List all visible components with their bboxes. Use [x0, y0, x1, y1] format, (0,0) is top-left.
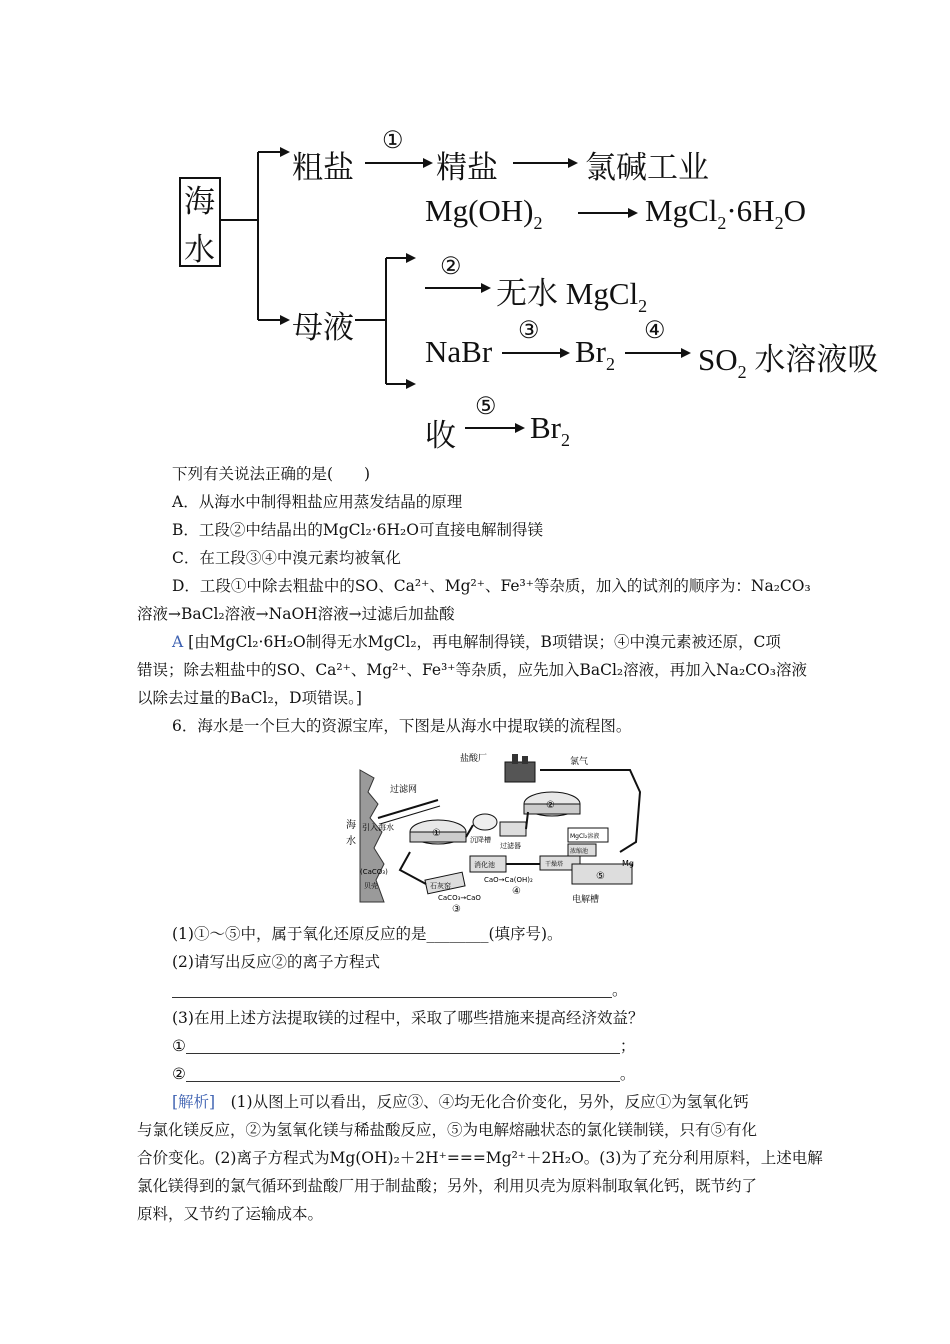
- q5-option-c: C．在工段③④中溴元素均被氧化: [172, 549, 401, 567]
- mgoh2-label: $Mg(OH)_2$: [425, 193, 543, 233]
- settling-label: 沉降槽: [470, 836, 491, 844]
- q5-option-d-line1: D．工段①中除去粗盐中的SO、Ca²⁺、Mg²⁺、Fe³⁺等杂质，加入的试剂的顺序为：Na₂CO₃: [172, 577, 811, 595]
- settling-tank: [473, 814, 497, 830]
- q6-part1: (1)①～⑤中，属于氧化还原反应的是________(填序号)。: [172, 925, 563, 943]
- reaction-3-text: CaCO₃→CaO: [438, 894, 481, 902]
- q6-part3-line1: ① ；: [172, 1037, 636, 1055]
- pipe-filter-2: [526, 812, 528, 829]
- chlor-alkali-label: 氯碱工业: [585, 150, 709, 185]
- caco3-label: (CaCO₃): [360, 868, 388, 876]
- q5-answer-line1: [由MgCl₂·6H₂O制得无水MgCl₂，再电解制得镁，B项错误；④中溴元素被还原，C项: [188, 633, 781, 651]
- hcl-plant-building: [505, 762, 535, 782]
- absorb-label: 收: [425, 418, 456, 453]
- hcl-plant-label: 盐酸厂: [460, 754, 488, 764]
- mgcl2-hydrate-label: $MgCl_2\cdot 6H_2O$: [645, 193, 806, 233]
- so2-label: $SO_2$ 水溶液吸: [698, 342, 879, 382]
- q5-answer-line3: 以除去过量的BaCl₂，D项错误。]: [137, 689, 362, 707]
- sea-char-2: 水: [184, 232, 215, 267]
- step-2-label: ②: [440, 252, 462, 280]
- answer-blank-3-2[interactable]: [186, 1065, 620, 1082]
- q5-option-b: B．工段②中结晶出的MgCl₂·6H₂O可直接电解制得镁: [172, 521, 543, 539]
- filter-net-label: 过滤网: [390, 785, 418, 795]
- circle-2-label: ②: [546, 800, 555, 811]
- fine-salt-label: 精盐: [436, 150, 498, 185]
- reaction-4-text: CaO→Ca(OH)₂: [484, 876, 533, 884]
- shell-pipe: [400, 852, 426, 884]
- lime-kiln-label: 石灰窑: [430, 882, 451, 890]
- analysis-line3: 合价变化。(2)离子方程式为Mg(OH)₂＋2H⁺===Mg²⁺＋2H₂O。(3)为了充分利用原料，上述电解: [137, 1149, 823, 1167]
- dryer-label: 干燥塔: [545, 861, 564, 868]
- step-1-label: ①: [382, 126, 404, 154]
- filter-box: [500, 822, 526, 836]
- step-5-label: ⑤: [475, 392, 497, 420]
- q5-answer-line2: 错误；除去粗盐中的SO、Ca²⁺、Mg²⁺、Fe³⁺等杂质，应先加入BaCl₂溶液，再加入Na₂CO₃溶液: [137, 661, 807, 679]
- q6-part2: (2)请写出反应②的离子方程式: [172, 953, 380, 971]
- analysis-line1: (1)从图上可以看出，反应③、④均无化合价变化，另外，反应①为氢氧化钙: [215, 1093, 749, 1111]
- q5-answer-letter: A: [172, 633, 184, 651]
- intake-label: 引入海水: [362, 823, 394, 832]
- concentrator-label: 浓缩池: [570, 848, 589, 855]
- sea-char-1: 海: [184, 184, 215, 219]
- br2-label: $Br_2$: [575, 334, 615, 374]
- analysis-line5: 原料，又节约了运输成本。: [137, 1205, 324, 1223]
- anhydrous-mgcl2-label: 无水 MgCl$_2$: [496, 276, 648, 316]
- answer-blank-3-1[interactable]: [186, 1037, 620, 1054]
- crude-salt-label: 粗盐: [292, 150, 354, 185]
- analysis-line4: 氯化镁得到的氯气循环到盐酸厂用于制盐酸；另外，利用贝壳为原料制取氧化钙，既节约了: [137, 1177, 758, 1195]
- q5-option-a: A．从海水中制得粗盐应用蒸发结晶的原理: [172, 493, 463, 511]
- analysis-label: [解析]: [172, 1093, 216, 1111]
- br2-final-label: $Br_2$: [530, 410, 570, 450]
- step-4-label: ④: [644, 316, 666, 344]
- sea-label-1: 海: [346, 820, 356, 831]
- q6-part3-line2: ② 。: [172, 1065, 636, 1083]
- hcl-plant-chimney-1: [512, 754, 518, 764]
- mgcl2-solution-label: MgCl₂溶液: [570, 833, 600, 840]
- q6-stem: 6．海水是一个巨大的资源宝库，下图是从海水中提取镁的流程图。: [172, 717, 632, 735]
- sea-label-2: 水: [346, 836, 356, 847]
- step-3-label: ③: [518, 316, 540, 344]
- mother-liquor-label: 母液: [292, 310, 354, 345]
- chlorine-label: 氯气: [570, 757, 589, 767]
- answer-blank-2[interactable]: [172, 981, 612, 998]
- slaker-label: 消化池: [474, 861, 495, 869]
- circle-4-label: ④: [512, 886, 521, 897]
- circle-3-label: ③: [452, 904, 461, 912]
- q5-option-d-line2: 溶液→BaCl₂溶液→NaOH溶液→过滤后加盐酸: [137, 605, 455, 623]
- nabr-label: NaBr: [425, 334, 493, 369]
- mg-extraction-diagram: [340, 752, 650, 912]
- q5-stem: 下列有关说法正确的是( ): [172, 465, 371, 483]
- q6-part3: (3)在用上述方法提取镁的过程中，采取了哪些措施来提高经济效益？: [172, 1009, 644, 1027]
- circle-5-label: ⑤: [596, 871, 605, 882]
- shell-label: 贝壳: [364, 882, 378, 890]
- hcl-plant-chimney-2: [522, 756, 528, 764]
- electrolysis-label: 电解槽: [572, 895, 600, 905]
- filter-label: 过滤器: [500, 842, 521, 850]
- circle-1-label: ①: [432, 828, 441, 839]
- mg-label: Mg: [622, 859, 634, 868]
- q6-part2-answer-line: 。: [172, 976, 628, 1004]
- analysis-line2: 与氯化镁反应，②为氢氧化镁与稀盐酸反应，⑤为电解熔融状态的氯化镁制镁，只有⑤有化: [137, 1121, 758, 1139]
